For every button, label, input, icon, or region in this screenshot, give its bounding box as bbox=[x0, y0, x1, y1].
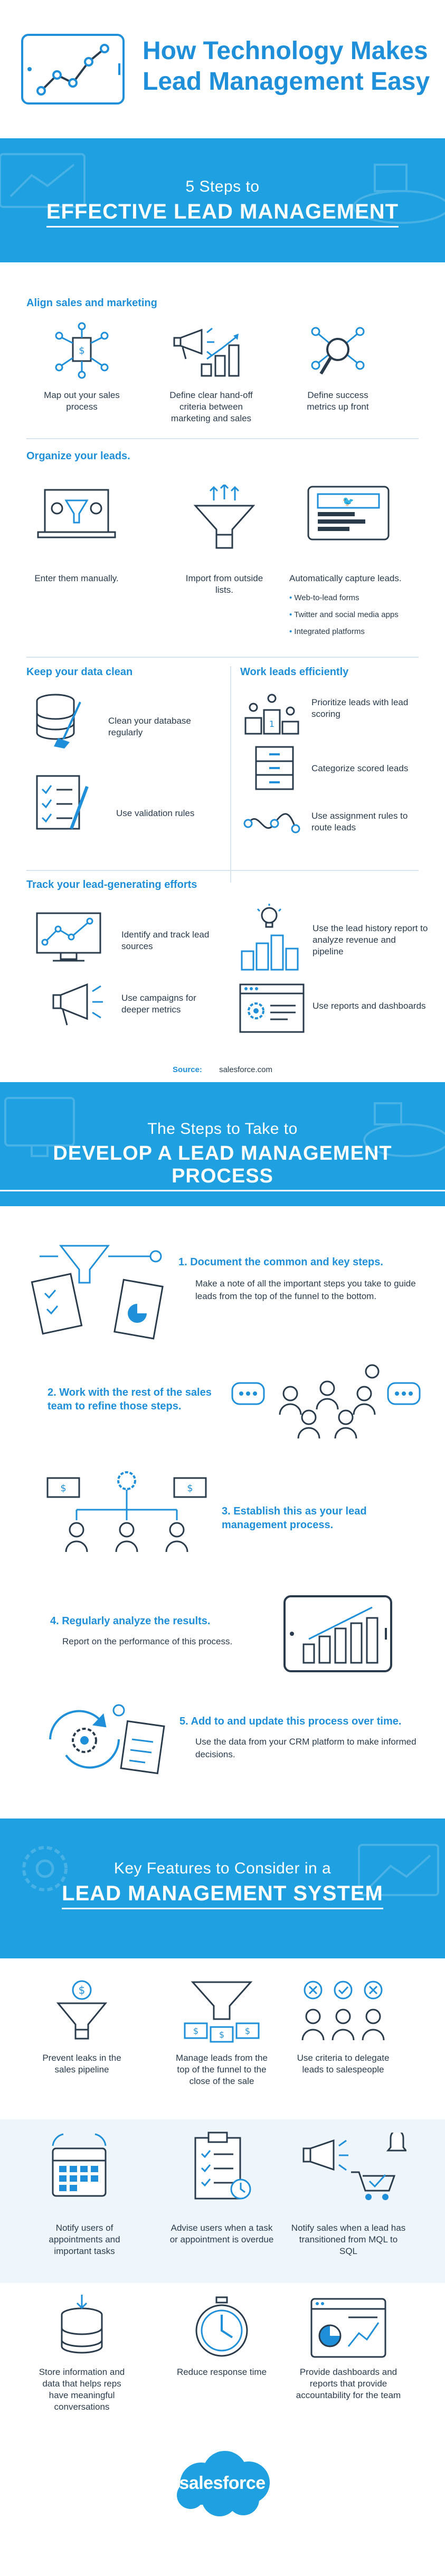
step-3-title: 3. Establish this as your lead management process. bbox=[222, 1505, 367, 1531]
svg-text:1: 1 bbox=[269, 719, 275, 729]
svg-text:$: $ bbox=[193, 2026, 199, 2036]
funnel-money-icon bbox=[182, 1977, 261, 2045]
track-caption-2: Use the lead history report to analyze revenue and pipeline bbox=[313, 923, 428, 956]
feature-caption-1: Prevent leaks in the sales pipeline bbox=[42, 2053, 121, 2075]
divider bbox=[26, 657, 419, 658]
vertical-divider bbox=[230, 666, 231, 883]
source-label: Source: bbox=[173, 1065, 202, 1074]
banner-develop-process bbox=[0, 1082, 445, 1206]
documents-funnel-icon bbox=[29, 1240, 172, 1346]
banner-key-features bbox=[0, 1819, 445, 1958]
salesforce-logo bbox=[169, 2447, 275, 2521]
org-chart-money-icon bbox=[45, 1467, 209, 1560]
banner-subtitle: 5 Steps to bbox=[185, 178, 260, 195]
svg-text:$: $ bbox=[244, 2026, 251, 2036]
banner-title-text: DEVELOP A LEAD MANAGEMENT PROCESS bbox=[0, 1142, 445, 1191]
megaphone-icon bbox=[50, 982, 108, 1029]
section-heading-work: Work leads efficiently bbox=[240, 666, 349, 678]
feature-caption-4: Notify users of appointments and important tasks bbox=[49, 2223, 120, 2256]
svg-text:$: $ bbox=[187, 1483, 193, 1494]
tablet-social-icon bbox=[306, 485, 391, 543]
bullet-item: • Twitter and social media apps bbox=[289, 607, 427, 623]
feature-caption-7: Store information and data that helps reps have meaningful conversations bbox=[39, 2367, 125, 2412]
people-check-icon bbox=[298, 1980, 388, 2045]
ghost-desk-icon bbox=[343, 154, 445, 239]
source-line bbox=[0, 1065, 445, 1074]
dashboard-icon bbox=[309, 2296, 388, 2360]
ghost-monitor-icon bbox=[0, 149, 90, 217]
feature-caption-3: Use criteria to delegate leads to salespeople bbox=[297, 2053, 390, 2075]
capture-bullets bbox=[289, 590, 427, 640]
step-5-title: 5. Add to and update this process over time. bbox=[179, 1716, 402, 1727]
clipboard-check-icon bbox=[190, 2130, 253, 2201]
section-heading-align: Align sales and marketing bbox=[26, 297, 157, 309]
laptop-funnel-icon bbox=[37, 485, 116, 543]
work-caption-2: Categorize scored leads bbox=[311, 763, 409, 773]
section-heading-organize: Organize your leads. bbox=[26, 450, 130, 462]
step-5-text: Use the data from your CRM platform to make informed decisions. bbox=[195, 1737, 416, 1759]
megaphone-cart-icon bbox=[301, 2133, 406, 2201]
svg-text:$: $ bbox=[60, 1483, 67, 1494]
work-caption-1: Prioritize leads with lead scoring bbox=[311, 697, 409, 719]
bulb-bars-icon bbox=[238, 904, 301, 972]
tablet-chart-icon bbox=[20, 33, 126, 106]
source-value: salesforce.com bbox=[219, 1065, 272, 1074]
refresh-documents-icon bbox=[40, 1702, 172, 1776]
cabinet-icon bbox=[253, 744, 296, 792]
sales-process-icon bbox=[53, 322, 111, 380]
organize-caption-1: Enter them manually. bbox=[34, 573, 119, 583]
feature-caption-6: Notify sales when a lead has transitioned from MQL to SQL bbox=[291, 2223, 406, 2256]
step-4-title: 4. Regularly analyze the results. bbox=[50, 1615, 211, 1627]
calendar-alarm-icon bbox=[37, 2130, 121, 2201]
align-caption-1: Map out your sales process bbox=[44, 390, 120, 412]
track-caption-3: Use campaigns for deeper metrics bbox=[121, 993, 196, 1015]
ghost-monitor-icon bbox=[354, 1840, 443, 1914]
ghost-monitor-icon bbox=[0, 1093, 79, 1167]
title-line-1: How Technology Makes bbox=[143, 37, 428, 65]
step-1-title: 1. Document the common and key steps. bbox=[178, 1256, 383, 1268]
banner-subtitle: Key Features to Consider in a bbox=[113, 1860, 332, 1877]
ghost-desk-icon bbox=[354, 1093, 445, 1177]
banner-title-text: LEAD MANAGEMENT SYSTEM bbox=[62, 1882, 383, 1909]
organize-caption-3: Automatically capture leads. bbox=[289, 573, 402, 583]
tablet-chart-icon bbox=[282, 1594, 393, 1673]
step-1-text: Make a note of all the important steps you take to guide leads from the top of the funnel to the bottom. bbox=[195, 1278, 416, 1301]
svg-text:$: $ bbox=[79, 345, 85, 356]
page-title bbox=[143, 36, 430, 97]
bullet-item: • Web-to-lead forms bbox=[289, 590, 427, 607]
logo-text: salesforce bbox=[179, 2473, 266, 2493]
feature-caption-5: Advise users when a task or appointment is overdue bbox=[169, 2223, 274, 2244]
feature-caption-8: Reduce response time bbox=[176, 2367, 267, 2377]
work-caption-3: Use assignment rules to route leads bbox=[311, 811, 408, 832]
stopwatch-icon bbox=[193, 2296, 251, 2360]
checklist-pencil-icon bbox=[34, 771, 92, 834]
section-heading-track: Track your lead-generating efforts bbox=[26, 879, 197, 891]
svg-text:$: $ bbox=[78, 1984, 86, 1996]
megaphone-chart-icon bbox=[170, 322, 249, 380]
svg-text:$: $ bbox=[219, 2030, 225, 2040]
ghost-gears-icon bbox=[11, 1834, 79, 1903]
monitor-graph-icon bbox=[34, 911, 103, 966]
magnifier-network-icon bbox=[306, 322, 370, 380]
step-4-text: Report on the performance of this process. bbox=[62, 1636, 233, 1646]
step-2-title: 2. Work with the rest of the sales team to refine those steps. bbox=[48, 1387, 212, 1412]
banner-5-steps bbox=[0, 138, 445, 262]
feature-caption-9: Provide dashboards and reports that provide accountability for the team bbox=[296, 2367, 401, 2400]
align-caption-2: Define clear hand-off criteria between marketing and sales bbox=[169, 390, 253, 423]
route-icon bbox=[243, 802, 301, 845]
podium-people-icon bbox=[243, 689, 301, 736]
database-broom-icon bbox=[32, 692, 84, 750]
feature-caption-2: Manage leads from the top of the funnel to the close of the sale bbox=[176, 2053, 268, 2086]
svg-text:🐦: 🐦 bbox=[342, 496, 355, 507]
browser-gears-icon bbox=[238, 982, 306, 1035]
section-heading-clean: Keep your data clean bbox=[26, 666, 133, 678]
organize-caption-2: Import from outside lists. bbox=[185, 573, 263, 595]
clean-caption-2: Use validation rules bbox=[116, 808, 195, 818]
align-caption-3: Define success metrics up front bbox=[307, 390, 369, 412]
bullet-item: • Integrated platforms bbox=[289, 623, 427, 640]
database-icon bbox=[58, 2294, 106, 2360]
title-line-2: Lead Management Easy bbox=[143, 68, 430, 96]
divider bbox=[26, 438, 419, 439]
divider bbox=[26, 870, 419, 871]
track-caption-4: Use reports and dashboards bbox=[313, 1001, 426, 1011]
banner-subtitle: The Steps to Take to bbox=[147, 1120, 298, 1138]
banner-title-text: EFFECTIVE LEAD MANAGEMENT bbox=[46, 200, 399, 228]
clean-caption-1: Clean your database regularly bbox=[108, 716, 191, 737]
track-caption-1: Identify and track lead sources bbox=[121, 930, 210, 951]
header bbox=[0, 0, 445, 138]
funnel-upload-icon bbox=[190, 485, 259, 558]
funnel-dollar-icon bbox=[55, 1980, 108, 2045]
team-chat-icon bbox=[230, 1362, 425, 1441]
